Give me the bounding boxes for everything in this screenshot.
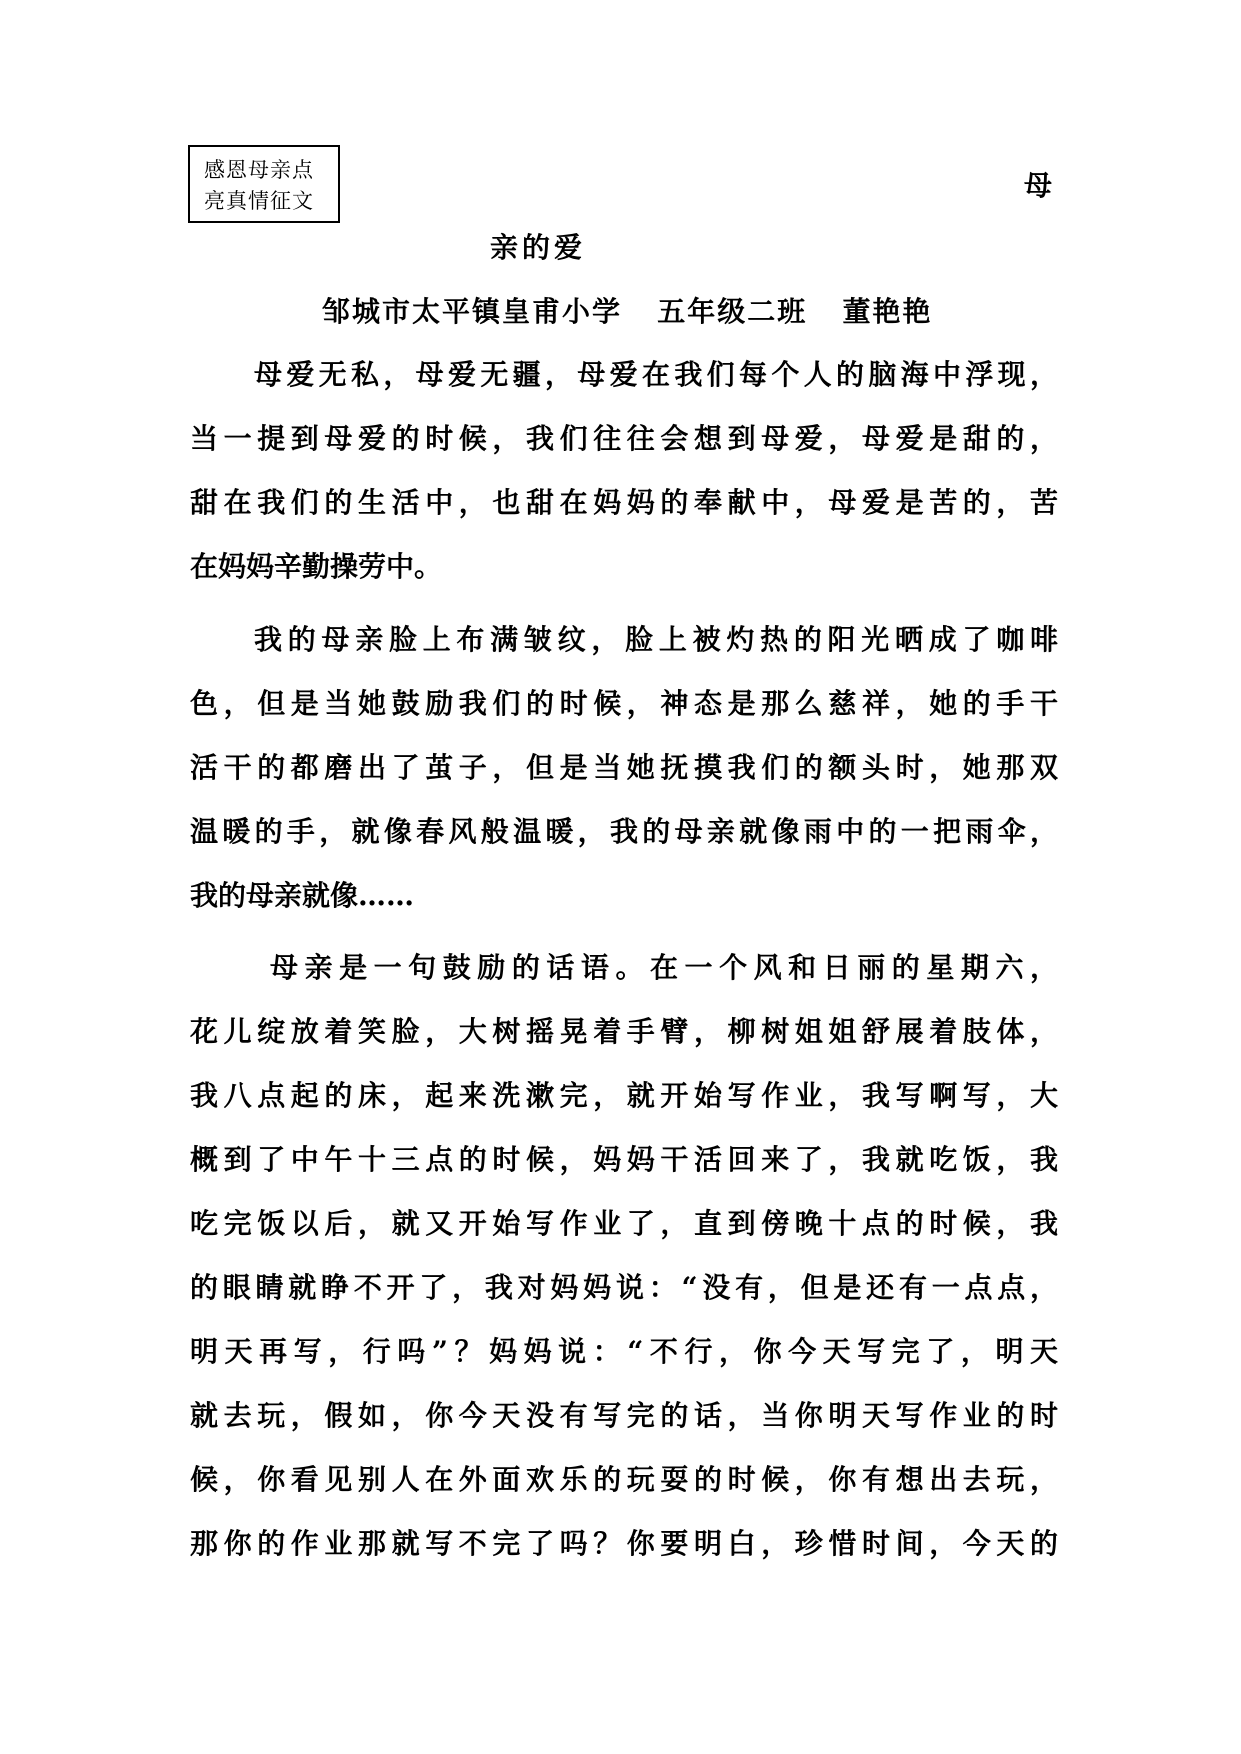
body-line: 母亲是一句鼓励的话语。在一个风和日丽的星期六，	[270, 951, 1058, 984]
body-line: 活干的都磨出了茧子，但是当她抚摸我们的额头时，她那双	[190, 751, 1058, 784]
body-line: 当一提到母爱的时候，我们往往会想到母爱，母爱是甜的，	[190, 422, 1058, 455]
author-byline: 邹城市太平镇皇甫小学 五年级二班 董艳艳	[322, 295, 933, 328]
title-remaining: 亲的爱	[490, 231, 587, 264]
contest-label-box	[188, 145, 340, 223]
contest-label-line-2: 亮真情征文	[204, 189, 314, 213]
body-line: 色，但是当她鼓励我们的时候，神态是那么慈祥，她的手干	[190, 687, 1058, 720]
body-line: 的眼睛就睁不开了，我对妈妈说：“没有，但是还有一点点，	[190, 1271, 1058, 1304]
body-line: 我的母亲脸上布满皱纹，脸上被灼热的阳光晒成了咖啡	[254, 623, 1058, 656]
body-line: 甜在我们的生活中，也甜在妈妈的奉献中，母爱是苦的，苦	[190, 486, 1058, 519]
body-line: 概到了中午十三点的时候，妈妈干活回来了，我就吃饭，我	[190, 1143, 1058, 1176]
body-line: 明天再写，行吗”？妈妈说：“不行，你今天写完了，明天	[190, 1335, 1058, 1368]
title-first-char: 母	[1024, 169, 1053, 202]
contest-label-line-1: 感恩母亲点	[204, 158, 314, 182]
body-line: 吃完饭以后，就又开始写作业了，直到傍晚十点的时候，我	[190, 1207, 1058, 1240]
body-line: 花儿绽放着笑脸，大树摇晃着手臂，柳树姐姐舒展着肢体，	[190, 1015, 1058, 1048]
body-line: 就去玩，假如，你今天没有写完的话，当你明天写作业的时	[190, 1399, 1058, 1432]
body-line: 那你的作业那就写不完了吗？你要明白，珍惜时间，今天的	[190, 1527, 1058, 1560]
body-line: 在妈妈辛勤操劳中。	[190, 550, 443, 583]
body-line: 我八点起的床，起来洗漱完，就开始写作业，我写啊写，大	[190, 1079, 1058, 1112]
body-line: 母爱无私，母爱无疆，母爱在我们每个人的脑海中浮现，	[254, 358, 1058, 391]
body-line: 温暖的手，就像春风般温暖，我的母亲就像雨中的一把雨伞，	[190, 815, 1058, 848]
body-line: 我的母亲就像……	[190, 879, 415, 912]
body-line: 候，你看见别人在外面欢乐的玩耍的时候，你有想出去玩，	[190, 1463, 1058, 1496]
